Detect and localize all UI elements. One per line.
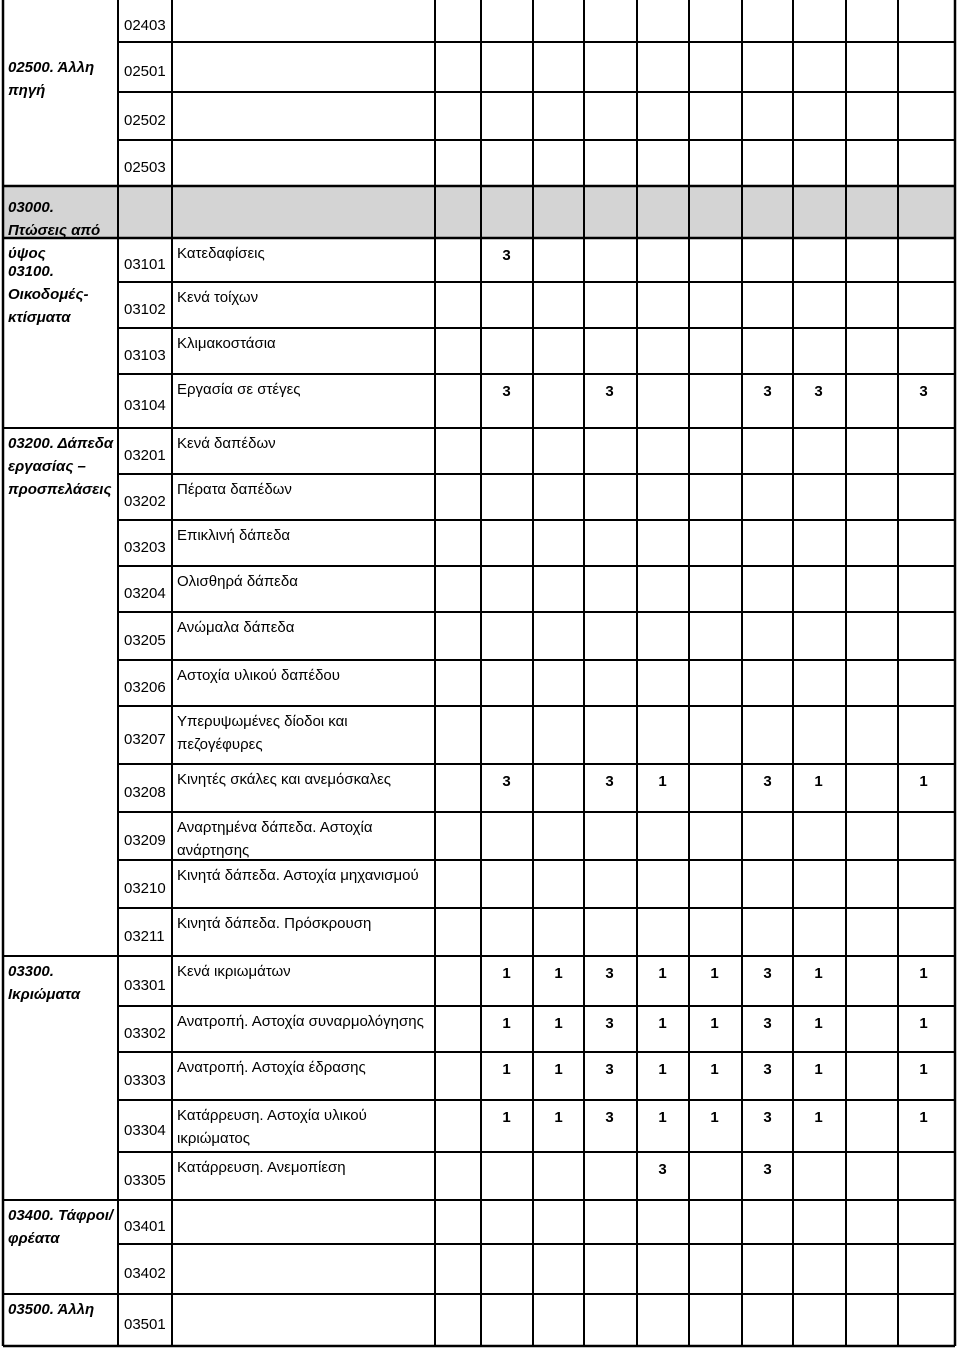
row-code: 03209 xyxy=(124,831,166,849)
row-code: 02502 xyxy=(124,111,166,129)
row-description: Κινητές σκάλες και ανεμόσκαλες xyxy=(177,771,392,788)
row-code: 03207 xyxy=(124,730,166,748)
row-code: 03301 xyxy=(124,976,166,994)
row-description: Αστοχία υλικού δαπέδου xyxy=(177,667,340,684)
group-label: 03200. Δάπεδα εργασίας – προσπελάσεις xyxy=(8,435,114,498)
row-code: 03305 xyxy=(124,1171,166,1189)
row-mark: 1 xyxy=(658,965,667,982)
row-mark: 1 xyxy=(814,1109,823,1126)
row-code: 03211 xyxy=(124,927,165,945)
group-label: 03300. Ικριώματα xyxy=(8,963,81,1003)
row-mark: 1 xyxy=(919,965,928,982)
header-shade xyxy=(3,186,955,238)
row-code: 03102 xyxy=(124,300,166,318)
row-mark: 1 xyxy=(658,1015,667,1032)
row-description: Κατεδαφίσεις xyxy=(177,245,265,262)
row-mark: 3 xyxy=(605,383,614,400)
row-mark: 1 xyxy=(658,773,667,790)
row-mark: 3 xyxy=(605,1061,614,1078)
row-mark: 3 xyxy=(763,383,772,400)
row-mark: 3 xyxy=(763,1109,772,1126)
row-description: Ανατροπή. Αστοχία συναρμολόγησης xyxy=(177,1013,424,1030)
group-label: 02500. Άλλη πηγή xyxy=(8,59,95,99)
row-mark: 1 xyxy=(919,773,928,790)
row-code: 03103 xyxy=(124,346,166,364)
row-code: 02501 xyxy=(124,62,166,80)
row-mark: 1 xyxy=(502,1015,511,1032)
group-label: 03400. Τάφροι/φρέατα xyxy=(8,1207,114,1247)
row-mark: 1 xyxy=(919,1015,928,1032)
row-description: Κενά δαπέδων xyxy=(177,435,276,452)
row-code: 03302 xyxy=(124,1024,166,1042)
row-mark: 1 xyxy=(502,1061,511,1078)
row-code: 03203 xyxy=(124,538,166,556)
row-mark: 3 xyxy=(763,1015,772,1032)
row-code: 03501 xyxy=(124,1315,166,1333)
row-mark: 1 xyxy=(502,965,511,982)
row-mark: 3 xyxy=(502,383,511,400)
row-mark: 3 xyxy=(658,1161,667,1178)
row-mark: 3 xyxy=(763,773,772,790)
row-mark: 3 xyxy=(763,1061,772,1078)
row-description: Ανώμαλα δάπεδα xyxy=(177,619,295,636)
row-mark: 3 xyxy=(605,773,614,790)
row-description: Κατάρρευση. Ανεμοπίεση xyxy=(177,1159,346,1176)
row-code: 03208 xyxy=(124,783,166,801)
row-mark: 1 xyxy=(710,965,719,982)
row-code: 03201 xyxy=(124,446,166,464)
row-mark: 1 xyxy=(710,1015,719,1032)
row-code: 03401 xyxy=(124,1217,166,1235)
row-mark: 1 xyxy=(814,965,823,982)
row-description: Κινητά δάπεδα. Αστοχία μηχανισμού xyxy=(177,867,419,884)
row-description: Ολισθηρά δάπεδα xyxy=(177,573,298,590)
row-mark: 1 xyxy=(554,1109,563,1126)
row-mark: 3 xyxy=(814,383,823,400)
row-description: Εργασία σε στέγες xyxy=(177,381,301,398)
row-mark: 3 xyxy=(605,1015,614,1032)
group-label: 03100. Οικοδομές-κτίσματα xyxy=(8,263,89,326)
row-code: 03402 xyxy=(124,1264,166,1282)
row-mark: 1 xyxy=(554,1061,563,1078)
row-mark: 3 xyxy=(605,965,614,982)
row-description: Κενά ικριωμάτων xyxy=(177,963,291,980)
row-code: 03210 xyxy=(124,879,166,897)
row-mark: 1 xyxy=(710,1109,719,1126)
row-description: Κλιμακοστάσια xyxy=(177,335,276,352)
row-mark: 1 xyxy=(919,1061,928,1078)
row-code: 03303 xyxy=(124,1071,166,1089)
row-code: 02503 xyxy=(124,158,166,176)
row-mark: 1 xyxy=(554,965,563,982)
row-mark: 3 xyxy=(763,965,772,982)
row-code: 03205 xyxy=(124,631,166,649)
row-code: 03204 xyxy=(124,584,166,602)
row-description: Κινητά δάπεδα. Πρόσκρουση xyxy=(177,915,372,932)
row-mark: 3 xyxy=(919,383,928,400)
row-description: Κατάρρευση. Αστοχία υλικού ικριώματος xyxy=(177,1107,367,1147)
row-mark: 1 xyxy=(502,1109,511,1126)
row-mark: 1 xyxy=(814,773,823,790)
row-code: 03202 xyxy=(124,492,166,510)
row-mark: 1 xyxy=(554,1015,563,1032)
row-mark: 1 xyxy=(658,1109,667,1126)
row-description: Αναρτημένα δάπεδα. Αστοχία ανάρτησης xyxy=(177,819,373,859)
row-mark: 1 xyxy=(814,1015,823,1032)
row-code: 02403 xyxy=(124,16,166,34)
group-label: 03000. Πτώσεις από ύψος xyxy=(8,199,101,262)
row-mark: 1 xyxy=(919,1109,928,1126)
row-code: 03104 xyxy=(124,396,166,414)
row-mark: 3 xyxy=(502,773,511,790)
row-mark: 3 xyxy=(502,247,511,264)
group-label: 03500. Άλλη xyxy=(8,1301,95,1318)
row-mark: 3 xyxy=(605,1109,614,1126)
row-mark: 1 xyxy=(814,1061,823,1078)
row-mark: 1 xyxy=(710,1061,719,1078)
row-description: Πέρατα δαπέδων xyxy=(177,481,292,498)
row-description: Κενά τοίχων xyxy=(177,289,259,306)
row-code: 03101 xyxy=(124,255,166,273)
row-description: Επικλινή δάπεδα xyxy=(177,527,291,544)
row-mark: 1 xyxy=(658,1061,667,1078)
row-code: 03206 xyxy=(124,678,166,696)
row-description: Υπερυψωμένες δίοδοι και πεζογέφυρες xyxy=(177,713,348,753)
row-description: Ανατροπή. Αστοχία έδρασης xyxy=(177,1059,366,1076)
row-code: 03304 xyxy=(124,1121,166,1139)
row-mark: 3 xyxy=(763,1161,772,1178)
